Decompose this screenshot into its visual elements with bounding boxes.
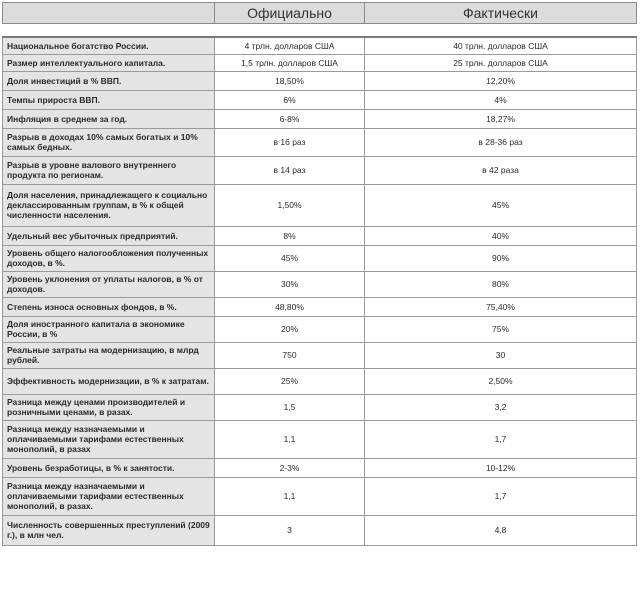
table-row	[3, 109, 637, 128]
table-row	[3, 477, 637, 515]
table-row	[3, 394, 637, 420]
official-value: в 16 раз	[215, 128, 365, 156]
table-row	[3, 90, 637, 109]
actual-value: в 42 раза	[365, 156, 637, 184]
header-blank-cell	[3, 3, 215, 24]
comparison-table	[2, 2, 637, 546]
table-row	[3, 297, 637, 316]
official-value: 20%	[215, 316, 365, 342]
official-value: 1,5	[215, 394, 365, 420]
official-value: 45%	[215, 245, 365, 271]
official-value: 6%	[215, 90, 365, 109]
actual-value: 4%	[365, 90, 637, 109]
table-row	[3, 128, 637, 156]
header-official: Официально	[215, 3, 365, 24]
actual-value: 40 трлн. долларов США	[365, 37, 637, 54]
official-value: 25%	[215, 368, 365, 394]
actual-value: 25 трлн. долларов США	[365, 54, 637, 71]
comparison-sheet	[2, 2, 636, 546]
actual-value: 75,40%	[365, 297, 637, 316]
row-label: Уровень общего налогообложения полученных доходов, в %.	[3, 245, 215, 271]
official-value: 1,1	[215, 477, 365, 515]
header-actual: Фактически	[365, 3, 637, 24]
table-row	[3, 515, 637, 545]
row-label: Разрыв в доходах 10% самых богатых и 10% самых бедных.	[3, 128, 215, 156]
actual-value: 1,7	[365, 477, 637, 515]
actual-value: 45%	[365, 184, 637, 226]
row-label: Эффективность модернизации, в % к затратам.	[3, 368, 215, 394]
official-value: 1,5 трлн. долларов США	[215, 54, 365, 71]
row-label: Уровень уклонения от уплаты налогов, в % от доходов.	[3, 271, 215, 297]
row-label: Доля иностранного капитала в экономике России, в %	[3, 316, 215, 342]
row-label: Разница между назначаемыми и оплачиваемыми тарифами естественных монополий, в разах.	[3, 477, 215, 515]
row-label: Доля населения, принадлежащего к социально деклассированным группам, в % к общей численности населения.	[3, 184, 215, 226]
official-value: 1,1	[215, 420, 365, 458]
row-label: Размер интеллектуального капитала.	[3, 54, 215, 71]
row-label: Степень износа основных фондов, в %.	[3, 297, 215, 316]
official-value: 8%	[215, 226, 365, 245]
actual-value: 90%	[365, 245, 637, 271]
row-label: Доля инвестиций в % ВВП.	[3, 71, 215, 90]
actual-value: 75%	[365, 316, 637, 342]
row-label: Реальные затраты на модернизацию, в млрд рублей.	[3, 342, 215, 368]
table-row	[3, 245, 637, 271]
official-value: 30%	[215, 271, 365, 297]
table-row	[3, 54, 637, 71]
row-label: Национальное богатство России.	[3, 37, 215, 54]
table-row	[3, 420, 637, 458]
table-row	[3, 184, 637, 226]
official-value: в 14 раз	[215, 156, 365, 184]
actual-value: 80%	[365, 271, 637, 297]
actual-value: 1,7	[365, 420, 637, 458]
actual-value: 10-12%	[365, 458, 637, 477]
table-row	[3, 37, 637, 54]
row-label: Разрыв в уровне валового внутреннего продукта по регионам.	[3, 156, 215, 184]
header-row	[3, 3, 637, 24]
actual-value: 30	[365, 342, 637, 368]
table-row	[3, 458, 637, 477]
official-value: 750	[215, 342, 365, 368]
official-value: 3	[215, 515, 365, 545]
official-value: 18,50%	[215, 71, 365, 90]
row-label: Уровень безработицы, в % к занятости.	[3, 458, 215, 477]
actual-value: 12,20%	[365, 71, 637, 90]
row-label: Инфляция в среднем за год.	[3, 109, 215, 128]
official-value: 48,80%	[215, 297, 365, 316]
official-value: 2-3%	[215, 458, 365, 477]
table-row	[3, 271, 637, 297]
row-label: Темпы прироста ВВП.	[3, 90, 215, 109]
official-value: 6-8%	[215, 109, 365, 128]
table-row	[3, 368, 637, 394]
official-value: 1,50%	[215, 184, 365, 226]
actual-value: в 28-36 раз	[365, 128, 637, 156]
actual-value: 3,2	[365, 394, 637, 420]
row-label: Численность совершенных преступлений (2009 г.), в млн чел.	[3, 515, 215, 545]
table-row	[3, 342, 637, 368]
actual-value: 18,27%	[365, 109, 637, 128]
actual-value: 2,50%	[365, 368, 637, 394]
row-label: Разница между назначаемыми и оплачиваемыми тарифами естественных монополий, в разах	[3, 420, 215, 458]
actual-value: 40%	[365, 226, 637, 245]
actual-value: 4,8	[365, 515, 637, 545]
table-row	[3, 71, 637, 90]
table-row	[3, 226, 637, 245]
official-value: 4 трлн. долларов США	[215, 37, 365, 54]
row-label: Удельный вес убыточных предприятий.	[3, 226, 215, 245]
spacer-row	[3, 24, 637, 38]
table-row	[3, 156, 637, 184]
row-label: Разница между ценами производителей и розничными ценами, в разах.	[3, 394, 215, 420]
table-row	[3, 316, 637, 342]
